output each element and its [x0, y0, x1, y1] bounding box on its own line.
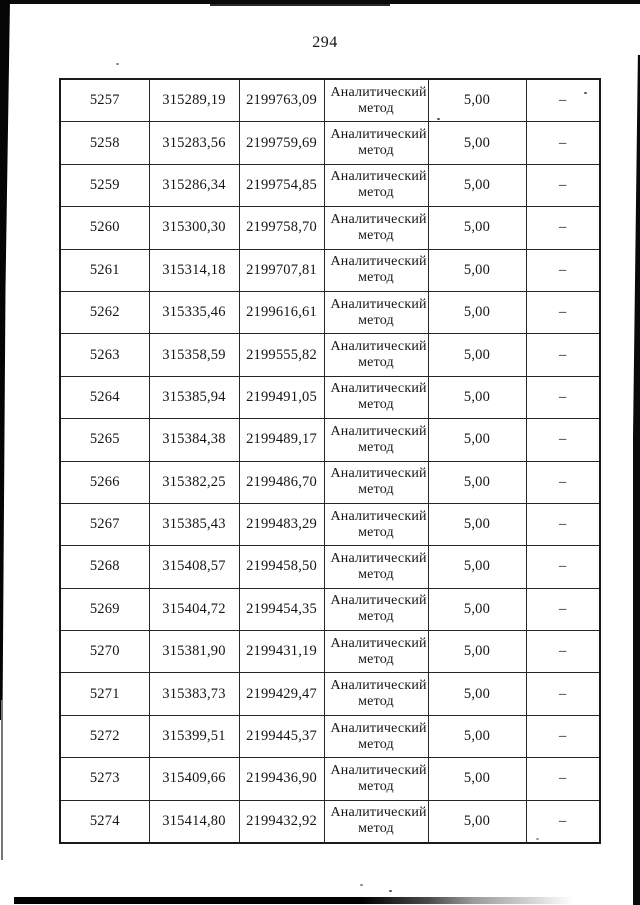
method-cell: Аналитический метод [324, 249, 428, 291]
point-number-cell: 5266 [60, 461, 149, 503]
coordinate-y-cell: 2199458,50 [239, 546, 324, 588]
precision-cell: 5,00 [428, 673, 526, 715]
method-cell: Аналитический метод [324, 503, 428, 545]
coordinate-x-cell: 315300,30 [149, 207, 239, 249]
point-number-cell: 5263 [60, 334, 149, 376]
method-cell: Аналитический метод [324, 291, 428, 333]
coordinate-x-cell: 315358,59 [149, 334, 239, 376]
coordinate-y-cell: 2199486,70 [239, 461, 324, 503]
coordinate-y-cell: 2199432,92 [239, 800, 324, 843]
page-number: 294 [312, 34, 338, 51]
coordinate-x-cell: 315414,80 [149, 800, 239, 843]
table-row [60, 461, 600, 503]
method-cell: Аналитический метод [324, 164, 428, 206]
note-cell: – [526, 631, 600, 673]
coordinate-x-cell: 315383,73 [149, 673, 239, 715]
table-row [60, 631, 600, 673]
coordinate-x-cell: 315382,25 [149, 461, 239, 503]
table-row [60, 334, 600, 376]
note-cell: – [526, 334, 600, 376]
point-number-cell: 5259 [60, 164, 149, 206]
method-cell: Аналитический метод [324, 588, 428, 630]
coordinate-x-cell: 315286,34 [149, 164, 239, 206]
precision-cell: 5,00 [428, 79, 526, 122]
precision-cell: 5,00 [428, 419, 526, 461]
coordinate-y-cell: 2199555,82 [239, 334, 324, 376]
precision-cell: 5,00 [428, 334, 526, 376]
note-cell: – [526, 715, 600, 757]
table-row [60, 376, 600, 418]
method-cell: Аналитический метод [324, 79, 428, 122]
coordinate-y-cell: 2199431,19 [239, 631, 324, 673]
coordinates-table [59, 78, 601, 844]
table-row [60, 249, 600, 291]
method-cell: Аналитический метод [324, 419, 428, 461]
point-number-cell: 5260 [60, 207, 149, 249]
point-number-cell: 5257 [60, 79, 149, 122]
precision-cell: 5,00 [428, 291, 526, 333]
precision-cell: 5,00 [428, 376, 526, 418]
coordinate-x-cell: 315385,94 [149, 376, 239, 418]
coordinate-y-cell: 2199707,81 [239, 249, 324, 291]
note-cell: – [526, 673, 600, 715]
note-cell: – [526, 376, 600, 418]
coordinate-x-cell: 315404,72 [149, 588, 239, 630]
coordinate-y-cell: 2199483,29 [239, 503, 324, 545]
note-cell: – [526, 249, 600, 291]
method-cell: Аналитический метод [324, 461, 428, 503]
precision-cell: 5,00 [428, 164, 526, 206]
table-row [60, 164, 600, 206]
coordinate-x-cell: 315289,19 [149, 79, 239, 122]
coordinate-y-cell: 2199445,37 [239, 715, 324, 757]
note-cell: – [526, 758, 600, 800]
method-cell: Аналитический метод [324, 334, 428, 376]
table-row [60, 207, 600, 249]
coordinate-y-cell: 2199616,61 [239, 291, 324, 333]
precision-cell: 5,00 [428, 715, 526, 757]
precision-cell: 5,00 [428, 122, 526, 164]
scan-noise-dot [360, 884, 363, 886]
coordinate-y-cell: 2199489,17 [239, 419, 324, 461]
coordinate-y-cell: 2199491,05 [239, 376, 324, 418]
table-row [60, 122, 600, 164]
method-cell: Аналитический метод [324, 207, 428, 249]
coordinates-table-body [60, 79, 600, 843]
point-number-cell: 5262 [60, 291, 149, 333]
note-cell: – [526, 79, 600, 122]
coordinate-y-cell: 2199763,09 [239, 79, 324, 122]
table-row [60, 588, 600, 630]
scan-edge-left [0, 0, 10, 720]
point-number-cell: 5264 [60, 376, 149, 418]
point-number-cell: 5268 [60, 546, 149, 588]
table-row [60, 79, 600, 122]
table-row [60, 503, 600, 545]
precision-cell: 5,00 [428, 207, 526, 249]
point-number-cell: 5261 [60, 249, 149, 291]
scan-edge-right [633, 55, 640, 905]
note-cell: – [526, 588, 600, 630]
coordinate-y-cell: 2199454,35 [239, 588, 324, 630]
scan-noise-dot [389, 890, 392, 892]
note-cell: – [526, 800, 600, 843]
point-number-cell: 5270 [60, 631, 149, 673]
coordinate-x-cell: 315385,43 [149, 503, 239, 545]
method-cell: Аналитический метод [324, 376, 428, 418]
scan-edge-left-tail [1, 700, 3, 860]
precision-cell: 5,00 [428, 800, 526, 843]
table-row [60, 715, 600, 757]
precision-cell: 5,00 [428, 503, 526, 545]
point-number-cell: 5272 [60, 715, 149, 757]
coordinate-x-cell: 315408,57 [149, 546, 239, 588]
coordinate-x-cell: 315399,51 [149, 715, 239, 757]
scan-edge-bottom [14, 897, 574, 904]
method-cell: Аналитический метод [324, 758, 428, 800]
point-number-cell: 5265 [60, 419, 149, 461]
precision-cell: 5,00 [428, 249, 526, 291]
method-cell: Аналитический метод [324, 546, 428, 588]
note-cell: – [526, 164, 600, 206]
scan-noise-dot [116, 63, 119, 65]
note-cell: – [526, 546, 600, 588]
method-cell: Аналитический метод [324, 122, 428, 164]
precision-cell: 5,00 [428, 546, 526, 588]
note-cell: – [526, 207, 600, 249]
coordinate-y-cell: 2199436,90 [239, 758, 324, 800]
coordinate-x-cell: 315384,38 [149, 419, 239, 461]
table-row [60, 800, 600, 843]
precision-cell: 5,00 [428, 461, 526, 503]
method-cell: Аналитический метод [324, 800, 428, 843]
table-row [60, 673, 600, 715]
point-number-cell: 5258 [60, 122, 149, 164]
table-row [60, 291, 600, 333]
point-number-cell: 5267 [60, 503, 149, 545]
precision-cell: 5,00 [428, 588, 526, 630]
coordinate-x-cell: 315314,18 [149, 249, 239, 291]
method-cell: Аналитический метод [324, 673, 428, 715]
note-cell: – [526, 503, 600, 545]
note-cell: – [526, 461, 600, 503]
table-row [60, 758, 600, 800]
scan-edge-top [0, 0, 640, 4]
table-row [60, 419, 600, 461]
precision-cell: 5,00 [428, 758, 526, 800]
coordinate-y-cell: 2199758,70 [239, 207, 324, 249]
table-row [60, 546, 600, 588]
method-cell: Аналитический метод [324, 715, 428, 757]
point-number-cell: 5269 [60, 588, 149, 630]
note-cell: – [526, 291, 600, 333]
point-number-cell: 5273 [60, 758, 149, 800]
coordinate-y-cell: 2199759,69 [239, 122, 324, 164]
precision-cell: 5,00 [428, 631, 526, 673]
coordinate-x-cell: 315335,46 [149, 291, 239, 333]
note-cell: – [526, 122, 600, 164]
coordinate-x-cell: 315409,66 [149, 758, 239, 800]
coordinate-y-cell: 2199754,85 [239, 164, 324, 206]
method-cell: Аналитический метод [324, 631, 428, 673]
point-number-cell: 5274 [60, 800, 149, 843]
note-cell: – [526, 419, 600, 461]
point-number-cell: 5271 [60, 673, 149, 715]
coordinate-y-cell: 2199429,47 [239, 673, 324, 715]
coordinate-x-cell: 315381,90 [149, 631, 239, 673]
coordinate-x-cell: 315283,56 [149, 122, 239, 164]
